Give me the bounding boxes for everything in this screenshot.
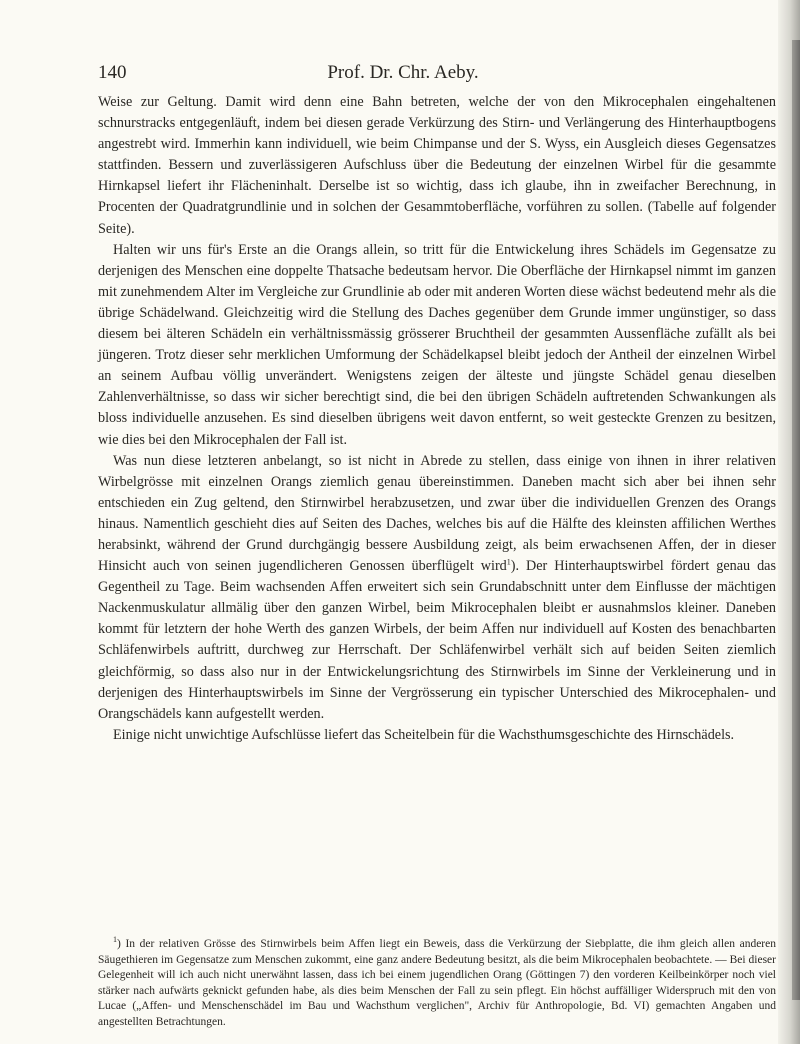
paragraph [98,451,776,725]
paragraph: Einige nicht unwichtige Aufschlüsse liefert das Scheitelbein für die Wachsthumsgeschichte des Hirnschädels. [113,726,735,743]
footnote-ref: 1 [506,557,511,567]
page-number: 140 [98,62,127,83]
footnote [98,937,776,1031]
paragraph: Weise zur Geltung. Damit wird denn eine Bahn betreten, welche der von den Mikrocephalen eingehaltenen schnurstracks entgegenläuft, indem bei diesen gerade Verkürzung des Stirn- und Verlängerung des Hinterhauptbogens angestrebt wird. Immerhin kann individuell, wie beim Chimpanse und der S. Wyss, ein Ausgleich dieses Gegensatzes stattfinden. Bessern und zuverlässigeren Aufschluss über die Bedeutung der einzelnen Wirbel für die gesammte Hirnkapsel liefert ihr Flächeninhalt. Derselbe ist so wichtig, dass ich glaube, ihn in zweifacher Berechnung, in Procenten der Quadratgrundlinie und in solchen der Gesammtoberfläche, vorführen zu sollen. (Tabelle auf folgender Seite). [98,94,776,237]
footnotes [98,937,776,1031]
page-edge-shadow [792,40,800,1000]
paragraph: Halten wir uns für's Erste an die Orangs allein, so tritt für die Entwickelung ihres Schädels im Gegensatze zu derjenigen des Menschen eine doppelte Thatsache bedeutsam hervor. Die Oberfläche der Hirnkapsel nimmt im ganzen mit zunehmendem Alter im Vergleiche zur Grundlinie ab oder mit anderen Worten diese wächst bedeutend mehr als die übrige Schädelwand. Gleichzeitig wird die Stellung des Daches gegenüber dem Grunde immer ungünstiger, so dass diesem bei älteren Schädeln ein verhältnissmässig grösserer Bruchtheil der gesammten Aussenfläche zufällt als bei jüngeren. Trotz dieser sehr merklichen Umformung der Schädelkapsel bleibt jedoch der Antheil der einzelnen Wirbel an seinem Aufbau völlig unverändert. Wenigstens zeigen der älteste und jüngste Schädel genau dieselben Zahlenverhältnisse, so dass wir sicher berechtigt sind, die bei den übrigen Schädeln auftretenden Schwankungen als bloss individuelle anzusehen. Es sind dieselben übrigens weit davon entfernt, so weit gesteckte Grenzen zu besitzen, wie dies bei den Mikrocephalen der Fall ist. [98,241,776,448]
running-head: Prof. Dr. Chr. Aeby. [327,62,479,83]
footnote-marker: 1 [113,935,117,945]
paragraph-text: ). Der Hinterhauptswirbel fördert genau das Gegentheil zu Tage. Beim wachsenden Affen erweitert sich sein Grundabschnitt unter dem Einflusse der mächtigen Nackenmuskulatur allmälig über den ganzen Wirbel, beim Mikrocephalen bleibt er ausnahmslos kleiner. Daneben kommt für letztern der hohe Werth des ganzen Wirbels, der beim Affen nur individuell auf Kosten des benachbarten Schläfenwirbels auftritt, durchweg zur Herrschaft. Der Schläfenwirbel verhält sich auf beiden Seiten ziemlich gleichförmig, so dass also nur in der Entwickelungsrichtung des Stirnwirbels im Sinne der Verkleinerung und in derjenigen des Hinterhauptswirbels im Sinne der Vergrösserung ein typischer Unterschied des Mikrocephalen- und Orangschädels kann aufgestellt werden. [98,558,776,722]
page-header [98,62,708,90]
footnote-text: ) In der relativen Grösse des Stirnwirbels beim Affen liegt ein Beweis, dass die Verkürzung der Siebplatte, die ihm gleich allen anderen Säugethieren im Gegensatze zum Menschen zukommt, eine ganz andere Bedeutung besitzt, als die beim Mikrocephalen beobachtete. — Bei dieser Gelegenheit will ich auch nicht unerwähnt lassen, dass ich bei einem jugendlichen Orang (Göttingen 7) den vorderen Keilbeinkörper noch viel stärker nach aufwärts geknickt gefunden habe, als dies beim Menschen der Fall zu sein pflegt. Ein höchst auffälliger Widerspruch mit den von Lucae („Affen- und Menschenschädel im Bau und Wachsthum verglichen", Archiv für Anthropologie, Bd. VI) gemachten Angaben und angestellten Betrachtungen. [98,938,776,1028]
body-text [98,92,776,746]
paragraph-text: Was nun diese letzteren anbelangt, so ist nicht in Abrede zu stellen, dass einige von ihnen in ihrer relativen Wirbelgrösse mit einzelnen Orangs ziemlich genau übereinstimmen. Daneben macht sich aber bei ihnen sehr entschieden ein Zug geltend, den Stirnwirbel herabzusetzen, und zwar über die individuellen Grenzen des Orangs hinaus. Namentlich geschieht dies auf Seiten des Daches, welches bis auf die Hälfte des kleinsten affilichen Werthes herabsinkt, während der Grund durchgängig bessere Ausbildung zeigt, als beim erwachsenen Affen, der in dieser Hinsicht auch von seinen jugendlicheren Genossen überflügelt wird [98,452,776,575]
